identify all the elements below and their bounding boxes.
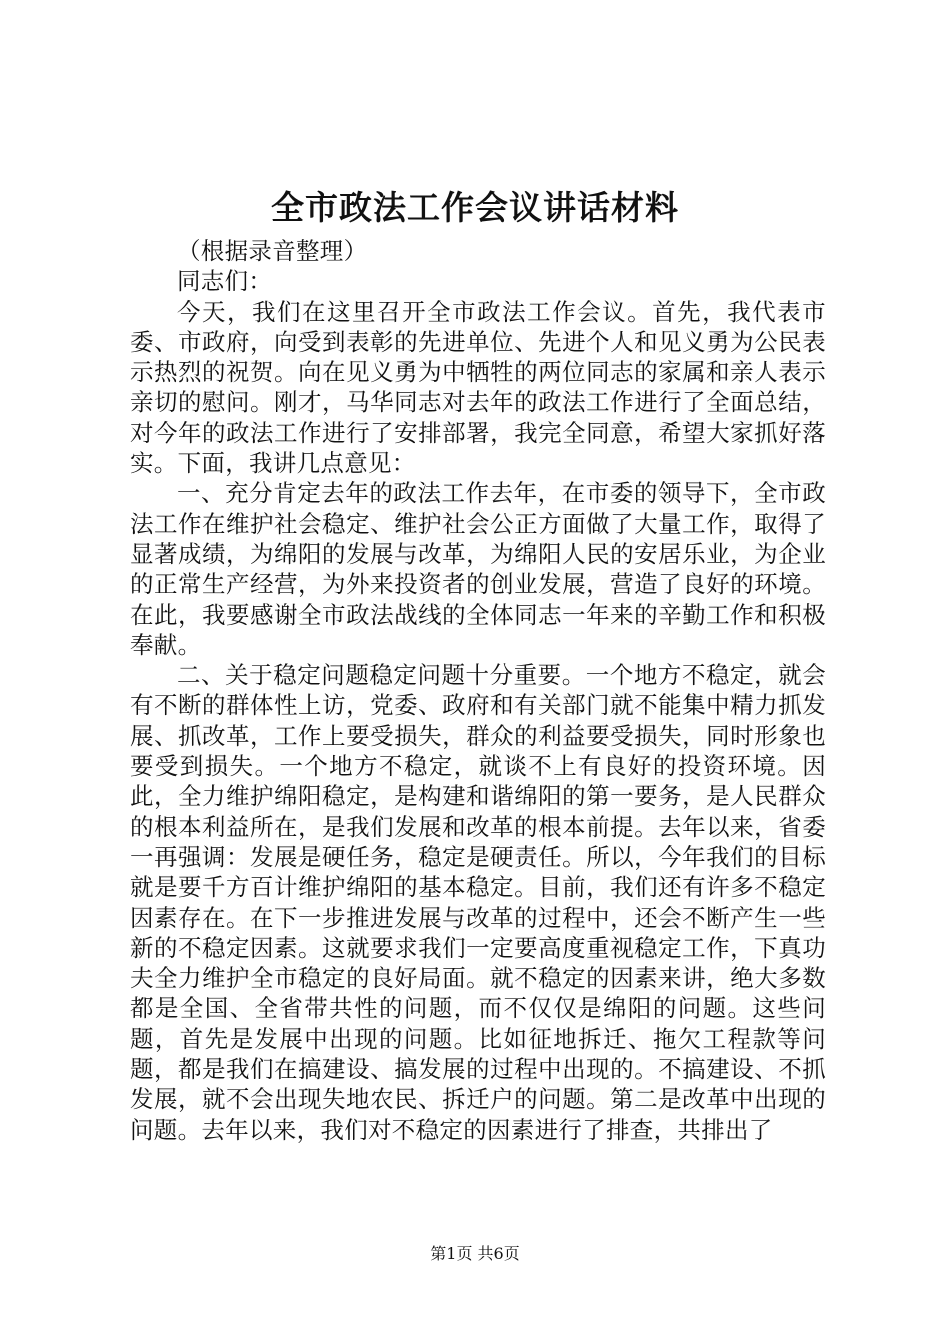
- note-paragraph: （根据录音整理）: [177, 237, 368, 265]
- document-body: [130, 236, 826, 1145]
- body-paragraph: 今天，我们在这里召开全市政法工作会议。首先，我代表市委、市政府，向受到表彰的先进单位、先进个人和见义勇为公民表示热烈的祝贺。向在见义勇为中牺牲的两位同志的家属和亲人表示亲切的慰问。刚才，马华同志对去年的政法工作进行了全面总结，对今年的政法工作进行了安排部署，我完全同意，希望大家抓好落实。下面，我讲几点意见：: [130, 297, 826, 478]
- body-paragraph: 二、关于稳定问题稳定问题十分重要。一个地方不稳定，就会有不断的群体性上访，党委、政府和有关部门就不能集中精力抓发展、抓改革，工作上要受损失，群众的利益要受损失，同时形象也要受到损失。一个地方不稳定，就谈不上有良好的投资环境。因此，全力维护绵阳稳定，是构建和谐绵阳的第一要务，是人民群众的根本利益所在，是我们发展和改革的根本前提。去年以来，省委一再强调：发展是硬任务，稳定是硬责任。所以，今年我们的目标就是要千方百计维护绵阳的基本稳定。目前，我们还有许多不稳定因素存在。在下一步推进发展与改革的过程中，还会不断产生一些新的不稳定因素。这就要求我们一定要高度重视稳定工作，下真功夫全力维护全市稳定的良好局面。就不稳定的因素来讲，绝大多数都是全国、全省带共性的问题，而不仅仅是绵阳的问题。这些问题，首先是发展中出现的问题。比如征地拆迁、拖欠工程款等问题，都是我们在搞建设、搞发展的过程中出现的。不搞建设、不抓发展，就不会出现失地农民、拆迁户的问题。第二是改革中出现的问题。去年以来，我们对不稳定的因素进行了排查，共排出了: [130, 661, 826, 1144]
- page-title: 全市政法工作会议讲话材料: [271, 188, 679, 227]
- salutation-paragraph: 同志们：: [177, 267, 273, 296]
- page-number-footer: 第1页 共6页: [430, 1244, 520, 1263]
- body-paragraph: 一、充分肯定去年的政法工作去年，在市委的领导下，全市政法工作在维护社会稳定、维护社会公正方面做了大量工作，取得了显著成绩，为绵阳的发展与改革，为绵阳人民的安居乐业，为企业的正常生产经营，为外来投资者的创业发展，营造了良好的环境。在此，我要感谢全市政法战线的全体同志一年来的辛勤工作和积极奉献。: [130, 479, 826, 659]
